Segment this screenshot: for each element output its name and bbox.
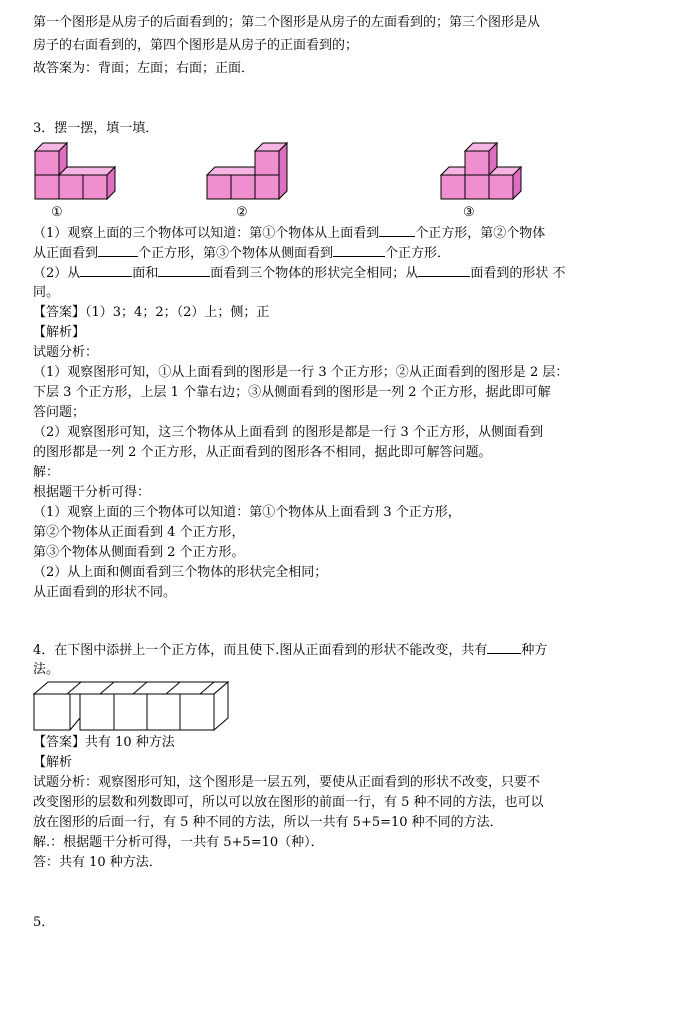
q3-analysis-line: 第②个物体从正面看到 4 个正方形， — [33, 525, 245, 540]
q2-answer: 故答案为：背面；左面；右面；正面． — [33, 61, 255, 76]
blank-1[interactable] — [379, 224, 415, 237]
q4-analysis-label: 【解析 — [33, 755, 73, 770]
q3-analysis-line: （1）观察上面的三个物体可以知道：第①个物体从上面看到 3 个正方形， — [33, 505, 461, 520]
q4-analysis-line: 答：共有 10 种方法． — [33, 855, 162, 870]
q3-figure-3-label: ③ — [463, 205, 475, 220]
q3-analysis-line: 答问题； — [33, 405, 86, 420]
q3-title: 3．摆一摆，填一填． — [33, 121, 159, 136]
blank-6[interactable] — [418, 264, 470, 277]
q3-part2-line2: 同。 — [33, 285, 60, 300]
q4-analysis-line: 解.：根据题干分析可得，一共有 5+5=10（种）． — [33, 835, 324, 850]
q3-analysis-line: 根据题干分析可得： — [33, 485, 151, 500]
q3-part2-line1: （2）从 面和 面看到三个物体的形状完全相同；从 面看到的形状 不 — [33, 266, 566, 281]
blank-2[interactable] — [98, 244, 138, 257]
q3-analysis-line: （2）观察图形可知，这三个物体从上面看到 的图形是都是一行 3 个正方形，从侧面看到 — [33, 425, 543, 440]
q2-text-line2: 房子的右面看到的，第四个图形是从房子的正面看到的； — [33, 38, 359, 53]
q3-part1-line2: 从正面看到 个正方形，第③个物体从侧面看到 个正方形． — [33, 246, 451, 261]
q3-analysis-line: 第③个物体从侧面看到 2 个正方形。 — [33, 545, 245, 560]
q3-figure-1-label: ① — [51, 205, 63, 220]
blank-3[interactable] — [333, 244, 385, 257]
q5-title: 5． — [33, 915, 55, 930]
q4-title-line2: 法。 — [33, 662, 60, 677]
blank-7[interactable] — [487, 641, 521, 654]
q4-analysis-line: 改变图形的层数和列数即可，所以可以放在图形的前面一行，有 5 种不同的方法，也可以 — [33, 795, 544, 810]
q3-figure-2-label: ② — [236, 205, 248, 220]
q3-figure-2 — [207, 139, 297, 201]
blank-5[interactable] — [158, 264, 210, 277]
q3-analysis-label: 【解析】 — [33, 325, 86, 340]
q3-part1-line1: （1）观察上面的三个物体可以知道：第①个物体从上面看到 个正方形，第②个物体 — [33, 226, 546, 241]
q3-answer: 【答案】（1）3；4；2；（2）上；侧；正 — [33, 305, 270, 320]
q2-text-line1: 第一个图形是从房子的后面看到的；第二个图形是从房子的左面看到的；第三个图形是从 — [33, 15, 541, 30]
q3-analysis-line: 从正面看到的形状不同。 — [33, 585, 177, 600]
q4-answer: 【答案】共有 10 种方法 — [33, 735, 175, 750]
q4-figure-row-of-cubes — [34, 680, 234, 734]
q3-analysis-line: 试题分析： — [33, 345, 99, 360]
q3-analysis-line: 下层 3 个正方形，上层 1 个靠右边；③从侧面看到的图形是一列 2 个正方形，据此即可解 — [33, 385, 551, 400]
blank-4[interactable] — [80, 264, 132, 277]
q3-analysis-line: 的图形都是一列 2 个正方形，从正面看到的图形各不相同，据此即可解答问题。 — [33, 445, 492, 460]
q4-title-line1: 4．在下图中添拼上一个正方体，而且使下.图从正面看到的形状不能改变，共有 种方 — [33, 643, 548, 658]
q3-analysis-line: 解： — [33, 465, 60, 480]
q3-analysis-line: （2）从上面和侧面看到三个物体的形状完全相同； — [33, 565, 328, 580]
q3-figure-3 — [441, 139, 531, 201]
q4-analysis-line: 放在图形的后面一行，有 5 种不同的方法，所以一共有 5+5=10 种不同的方法． — [33, 815, 503, 830]
q3-figure-1 — [35, 143, 125, 205]
q3-analysis-line: （1）观察图形可知，①从上面看到的图形是一行 3 个正方形；②从正面看到的图形是 2 层： — [33, 365, 569, 380]
q4-analysis-line: 试题分析：观察图形可知，这个图形是一层五列，要使从正面看到的形状不改变，只要不 — [33, 775, 541, 790]
